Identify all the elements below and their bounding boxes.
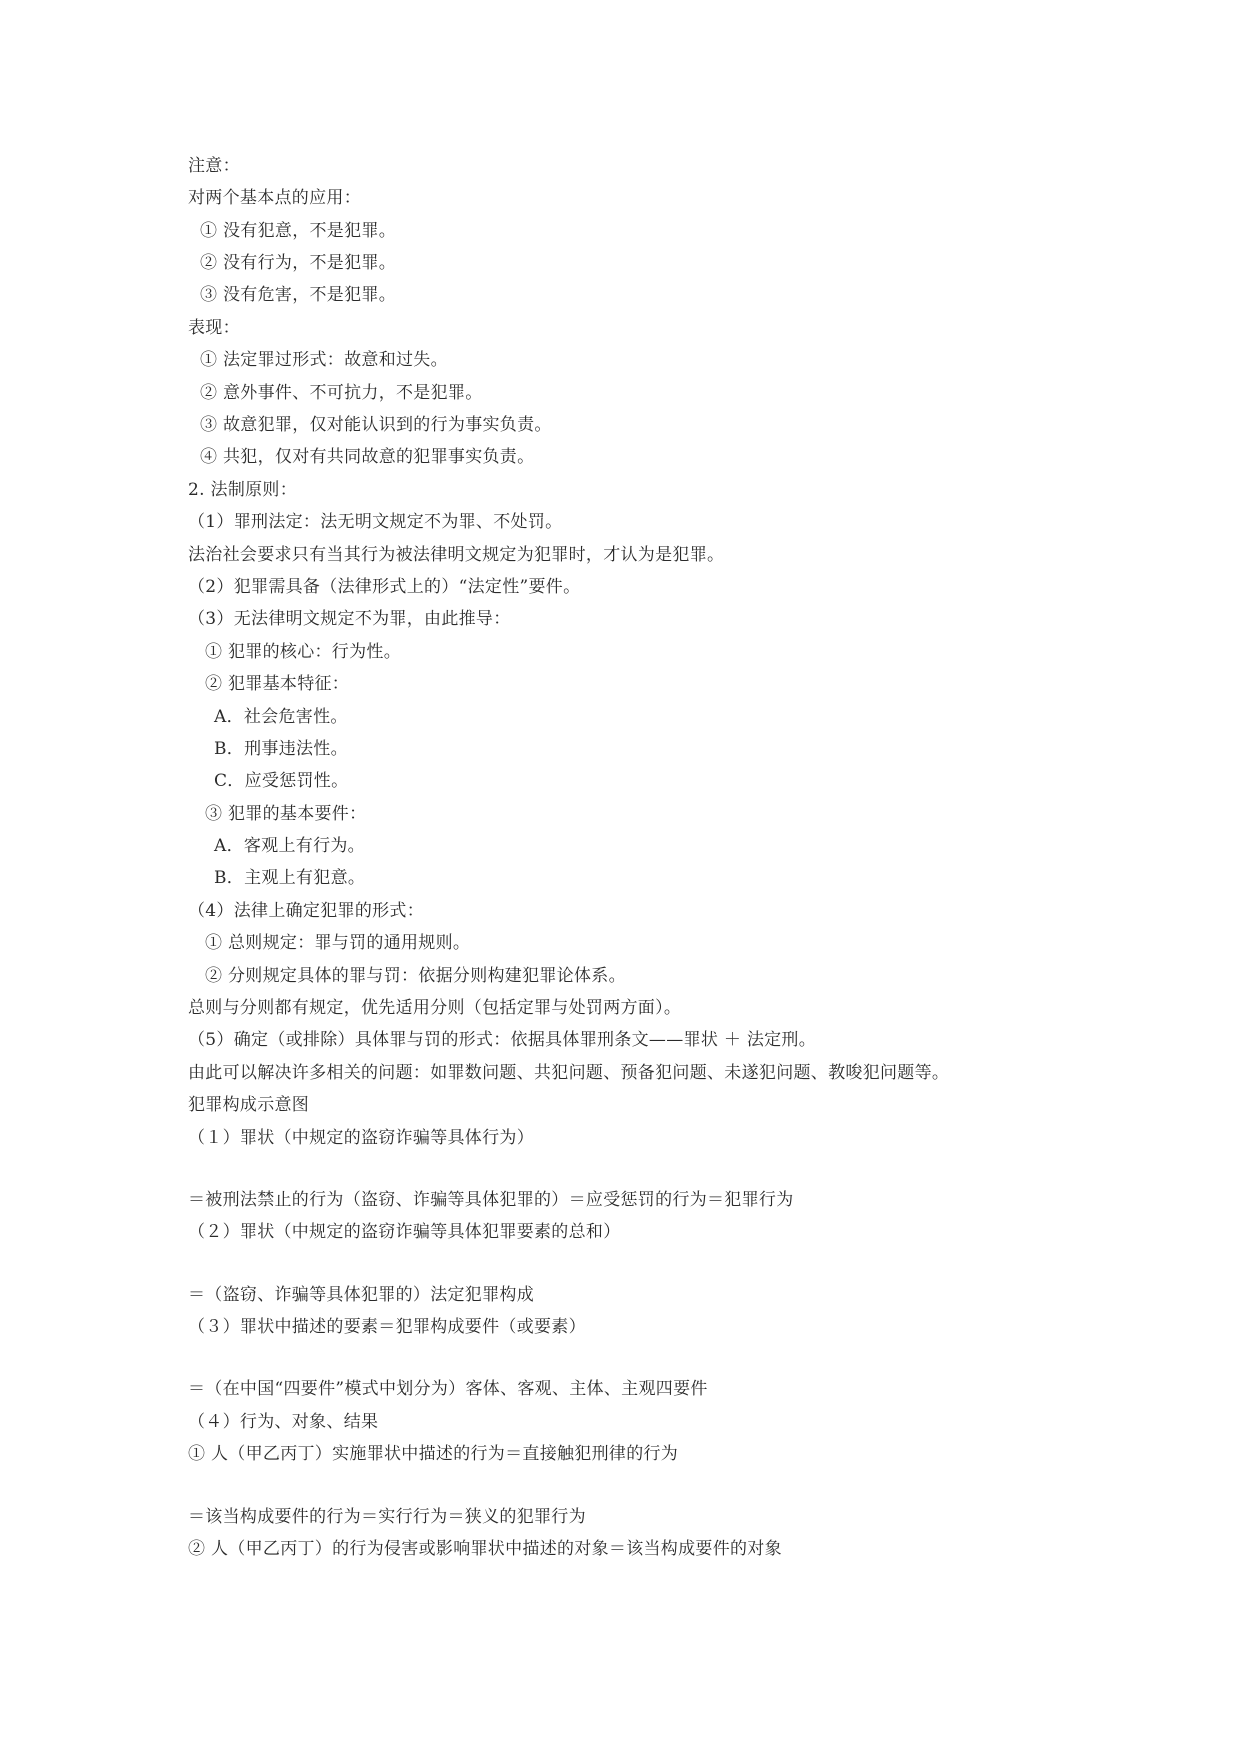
text-line: ② 意外事件、不可抗力，不是犯罪。 [200,383,483,403]
text-line: ① 总则规定：罪与罚的通用规则。 [205,933,471,953]
text-line: ③ 故意犯罪，仅对能认识到的行为事实负责。 [200,415,552,435]
text-line: 法治社会要求只有当其行为被法律明文规定为犯罪时，才认为是犯罪。 [188,545,725,565]
text-line: 2. 法制原则： [188,480,298,500]
text-line: ② 分则规定具体的罪与罚：依据分则构建犯罪论体系。 [205,966,626,986]
text-line: （2）犯罪需具备（法律形式上的）“法定性”要件。 [188,577,581,597]
text-line: （5）确定（或排除）具体罪与罚的形式：依据具体罪刑条文——罪状 ＋ 法定刑。 [188,1030,817,1050]
text-line: ③ 犯罪的基本要件： [205,804,367,824]
text-line: ① 没有犯意，不是犯罪。 [200,221,397,241]
text-line: B．刑事违法性。 [214,739,348,759]
text-line: ＝被刑法禁止的行为（盗窃、诈骗等具体犯罪的）＝应受惩罚的行为＝犯罪行为 [188,1190,794,1210]
text-line: （１）罪状（中规定的盗窃诈骗等具体行为） [188,1128,534,1148]
text-line: （4）法律上确定犯罪的形式： [188,901,425,921]
text-line: A．客观上有行为。 [214,836,365,856]
text-line: ① 法定罪过形式：故意和过失。 [200,350,448,370]
text-line: ＝该当构成要件的行为＝实行行为＝狭义的犯罪行为 [188,1507,586,1527]
text-line: （４）行为、对象、结果 [188,1412,379,1432]
text-line: ＝（在中国“四要件”模式中划分为）客体、客观、主体、主观四要件 [188,1379,708,1399]
text-line: ④ 共犯，仅对有共同故意的犯罪事实负责。 [200,447,535,467]
text-line: 由此可以解决许多相关的问题：如罪数问题、共犯问题、预备犯问题、未遂犯问题、教唆犯问题等。 [188,1063,950,1083]
text-line: A．社会危害性。 [214,707,348,727]
text-line: 表现： [188,318,240,338]
text-line: ② 没有行为，不是犯罪。 [200,253,397,273]
text-line: ① 犯罪的核心：行为性。 [205,642,402,662]
text-line: C．应受惩罚性。 [214,771,349,791]
text-line: （1）罪刑法定：法无明文规定不为罪、不处罚。 [188,512,563,532]
text-line: 注意： [188,156,240,176]
text-line: （3）无法律明文规定不为罪，由此推导： [188,609,511,629]
text-line: 犯罪构成示意图 [188,1095,310,1115]
text-line: ＝（盗窃、诈骗等具体犯罪的）法定犯罪构成 [188,1285,534,1305]
text-line: 总则与分则都有规定，优先适用分则（包括定罪与处罚两方面）。 [188,998,682,1018]
text-line: B．主观上有犯意。 [214,868,366,888]
text-line: 对两个基本点的应用： [188,188,361,208]
text-line: （３）罪状中描述的要素＝犯罪构成要件（或要素） [188,1317,586,1337]
text-line: ③ 没有危害，不是犯罪。 [200,285,397,305]
text-line: ① 人（甲乙丙丁）实施罪状中描述的行为＝直接触犯刑律的行为 [188,1444,679,1464]
text-line: ② 人（甲乙丙丁）的行为侵害或影响罪状中描述的对象＝该当构成要件的对象 [188,1539,782,1559]
text-line: （２）罪状（中规定的盗窃诈骗等具体犯罪要素的总和） [188,1222,621,1242]
text-line: ② 犯罪基本特征： [205,674,350,694]
